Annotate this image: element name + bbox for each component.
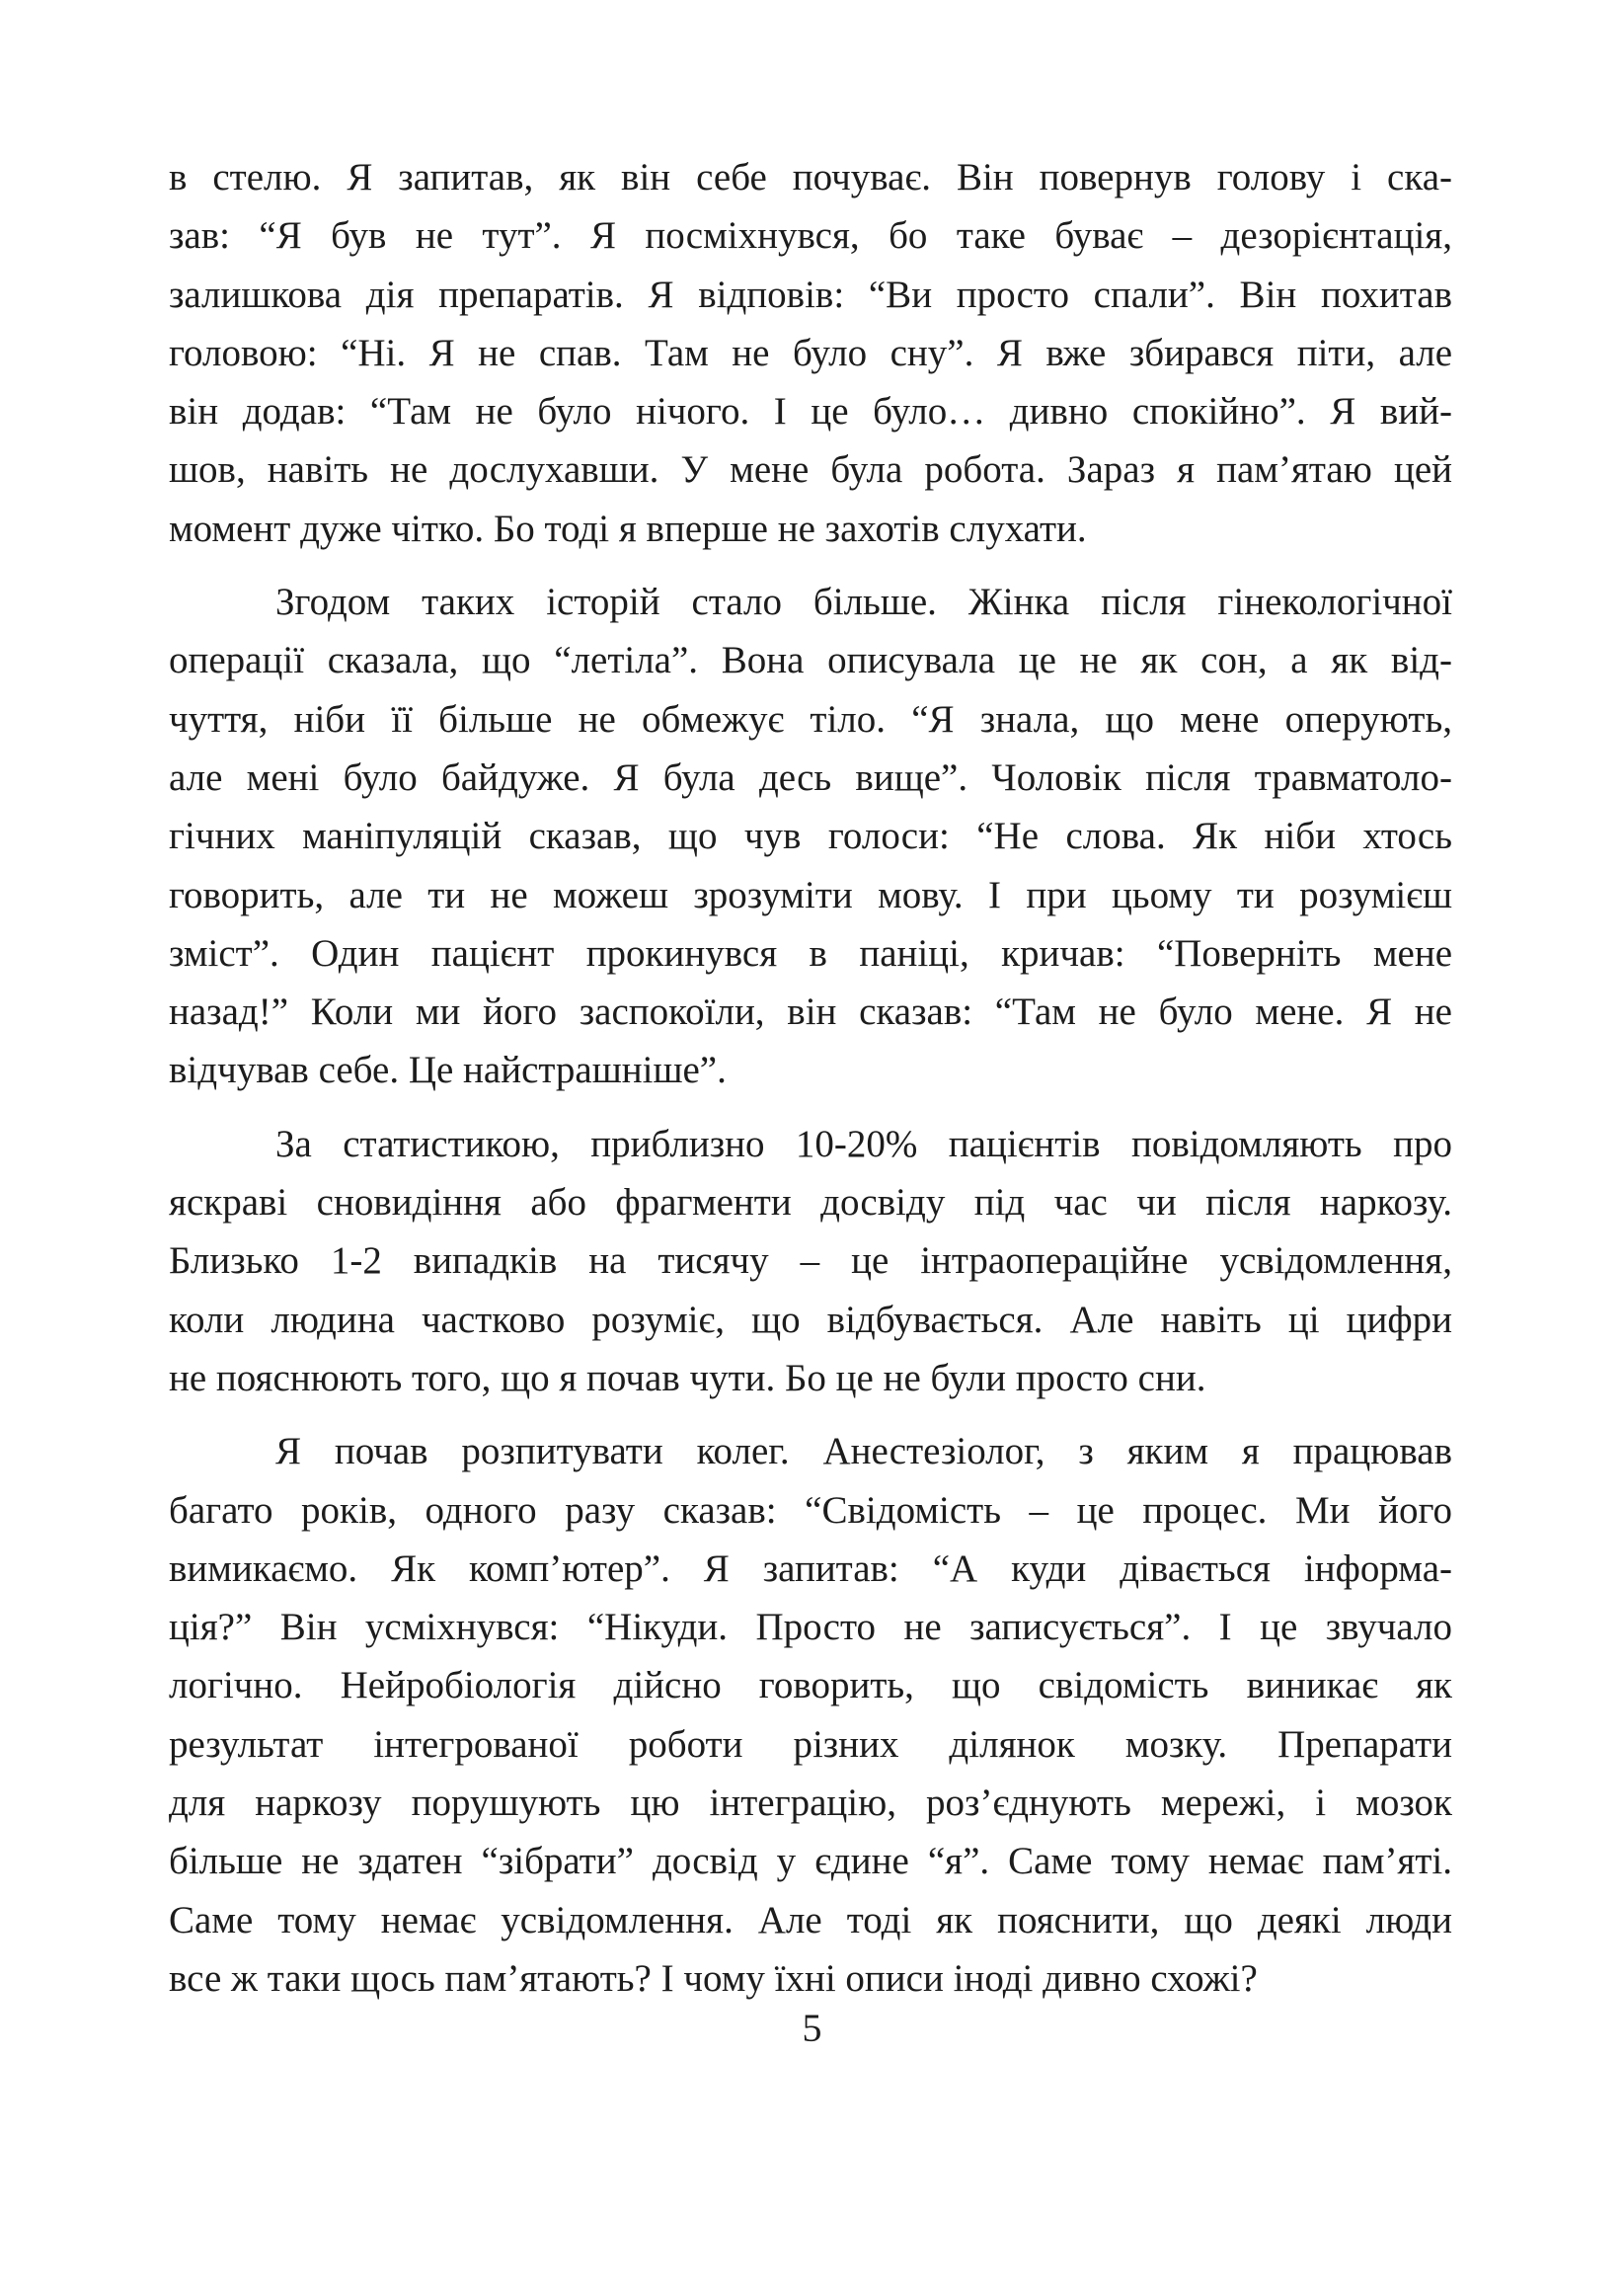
text-line: відчував себе. Це найстрашніше”. [169,1049,727,1092]
text-line: зміст”. Один пацієнт прокинувся в паніці, кричав: “Поверніть мене [169,931,1452,975]
text-line: чуття, ніби її більше не обмежує тіло. “Я знала, що мене оперують, [169,697,1452,741]
text-line: багато років, одного разу сказав: “Свідомість – це процес. Ми його [169,1488,1452,1532]
body-text [169,148,1452,2022]
text-line: гічних маніпуляцій сказав, що чув голоси: “Не слова. Як ніби хтось [169,815,1452,858]
text-line: Близько 1-2 випадків на тисячу – це інтраопераційне усвідомлення, [169,1239,1452,1283]
text-line: все ж таки щось пам’ятають? І чому їхні описи іноді дивно схожі? [169,1956,1258,2000]
text-line: говорить, але ти не можеш зрозуміти мову. І при цьому ти розумієш [169,873,1452,916]
text-line: операції сказала, що “летіла”. Вона описувала це не як сон, а як від- [169,639,1452,682]
text-line: він додав: “Там не було нічого. І це було… дивно спокійно”. Я вий- [169,390,1452,434]
text-line: в стелю. Я запитав, як він себе почуває. Він повернув голову і ска- [169,156,1452,198]
text-line: результат інтегрованої роботи різних ділянок мозку. Препарати [169,1722,1452,1766]
text-line: назад!” Коли ми його заспокоїли, він сказав: “Там не було мене. Я не [169,990,1452,1034]
text-line: Саме тому немає усвідомлення. Але тоді як пояснити, що деякі люди [169,1898,1452,1941]
text-line: Я почав розпитувати колег. Анестезіолог, з яким я працював [275,1430,1452,1473]
text-line: зав: “Я був не тут”. Я посміхнувся, бо таке буває – дезорієнтація, [169,214,1452,258]
text-line: Згодом таких історій стало більше. Жінка після гінекологічної [275,581,1452,624]
text-line: момент дуже чітко. Бо тоді я вперше не захотів слухати. [169,507,1087,550]
text-line: більше не здатен “зібрати” досвід у єдине “я”. Саме тому немає пам’яті. [169,1840,1452,1883]
text-line: шов, навіть не дослухавши. У мене була робота. Зараз я пам’ятаю цей [169,448,1452,492]
paragraph-2 [169,573,1452,1100]
text-line: але мені було байдуже. Я була десь вище”. Чоловік після травматоло- [169,755,1452,799]
text-line: За статистикою, приблизно 10-20% пацієнтів повідомляють про [275,1122,1452,1165]
text-line: для наркозу порушують цю інтеграцію, роз’єднують мережі, і мозок [169,1781,1452,1825]
text-line: головою: “Ні. Я не спав. Там не було сну”. Я вже збирався піти, але [169,331,1452,374]
text-line: не пояснюють того, що я почав чути. Бо це не були просто сни. [169,1356,1206,1399]
paragraph-4 [169,1422,1452,2008]
text-line: коли людина частково розуміє, що відбувається. Але навіть ці цифри [169,1298,1452,1341]
page-number: 5 [802,2006,822,2050]
paragraph-3 [169,1115,1452,1407]
text-line: ція?” Він усміхнувся: “Нікуди. Просто не записується”. І це звучало [169,1606,1452,1649]
text-line: залишкова дія препаратів. Я відповів: “Ви просто спали”. Він похитав [169,273,1452,316]
text-line: вимикаємо. Як комп’ютер”. Я запитав: “А куди дівається інформа- [169,1546,1452,1590]
text-line: яскраві сновидіння або фрагменти досвіду під час чи після наркозу. [169,1181,1452,1225]
text-line: логічно. Нейробіологія дійсно говорить, що свідомість виникає як [169,1664,1452,1707]
paragraph-1 [169,148,1452,558]
